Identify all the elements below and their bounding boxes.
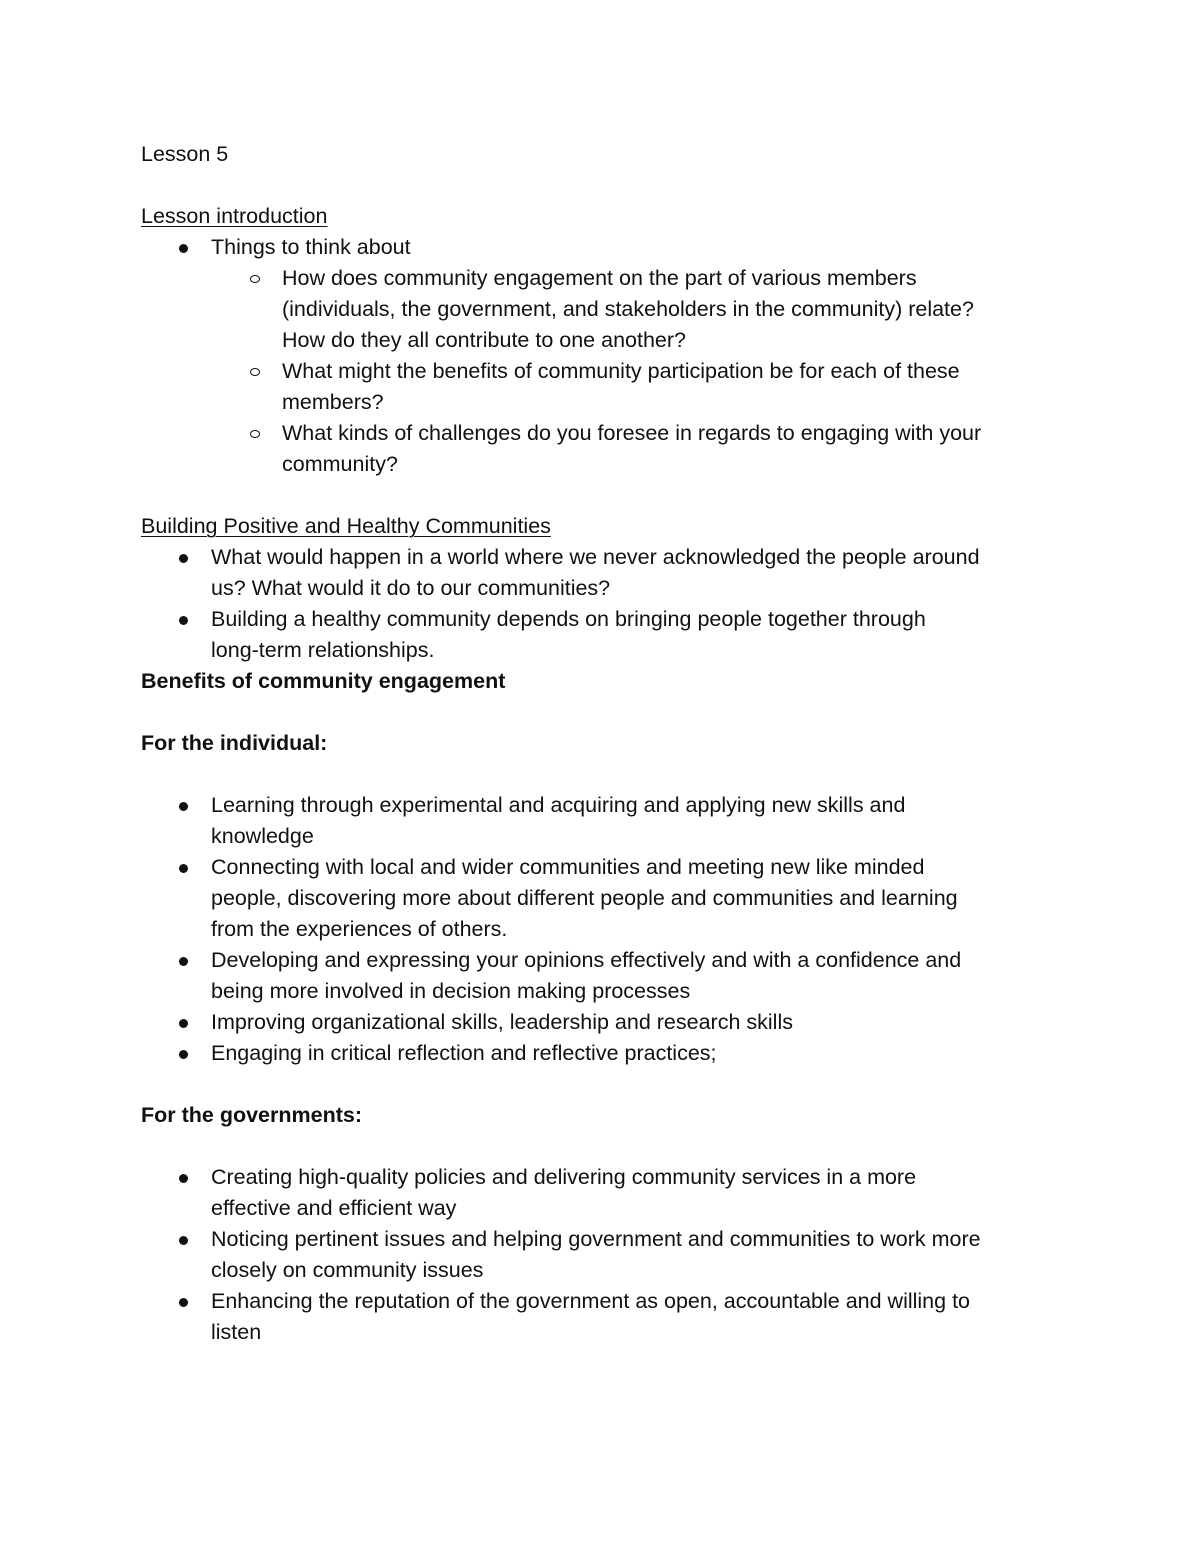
list-item-line: How does community engagement on the part of various members xyxy=(282,266,917,290)
spacer xyxy=(141,1131,1071,1162)
list-item-line: being more involved in decision making processes xyxy=(211,979,691,1003)
list-item xyxy=(141,356,1071,418)
list-item-line: What kinds of challenges do you foresee in regards to engaging with your xyxy=(282,421,982,445)
bullet-icon xyxy=(179,864,188,873)
bullet-icon xyxy=(179,957,188,966)
list-item xyxy=(141,418,1071,480)
list-item-text xyxy=(211,542,1071,604)
section-heading-benefits: Benefits of community engagement xyxy=(141,669,506,693)
spacer xyxy=(141,480,1071,511)
section-heading-individual: For the individual: xyxy=(141,731,328,755)
list-item-line: How do they all contribute to one another? xyxy=(282,328,686,352)
list-item xyxy=(141,263,1071,356)
section-heading-building: Building Positive and Healthy Communities xyxy=(141,514,551,538)
hollow-bullet-icon xyxy=(250,430,260,438)
hollow-bullet-icon xyxy=(250,368,260,376)
bullet-icon xyxy=(179,1019,188,1028)
list-item-text xyxy=(211,1038,1071,1069)
list-item xyxy=(141,232,1071,480)
list-item-text xyxy=(211,1007,1071,1038)
bullet-icon xyxy=(179,1050,188,1059)
document-title: Lesson 5 xyxy=(141,142,229,166)
list-item-line: us? What would it do to our communities? xyxy=(211,576,611,600)
list-item-line: What might the benefits of community participation be for each of these xyxy=(282,359,960,383)
list-item-text: Things to think about xyxy=(211,235,411,259)
list-item-line: members? xyxy=(282,390,384,414)
list-item-line: Noticing pertinent issues and helping government and communities to work more xyxy=(211,1227,981,1251)
list-item-line: knowledge xyxy=(211,824,314,848)
list-item xyxy=(141,1224,1071,1286)
list-item xyxy=(141,945,1071,1007)
list-item-line: Building a healthy community depends on bringing people together through xyxy=(211,607,926,631)
list-item-text xyxy=(211,790,1071,852)
list-item-text xyxy=(282,356,1071,418)
list-item-line: Connecting with local and wider communities and meeting new like minded xyxy=(211,855,925,879)
list-item-line: from the experiences of others. xyxy=(211,917,508,941)
bullet-icon xyxy=(179,802,188,811)
list-item-line: long-term relationships. xyxy=(211,638,435,662)
list-item-text xyxy=(211,852,1071,945)
list-item-line: Learning through experimental and acquiring and applying new skills and xyxy=(211,793,906,817)
list-item-text xyxy=(211,1162,1071,1224)
list-item xyxy=(141,604,1071,666)
bullet-icon xyxy=(179,244,188,253)
list-item-line: Developing and expressing your opinions effectively and with a confidence and xyxy=(211,948,962,972)
list-item xyxy=(141,1286,1071,1348)
building-list xyxy=(141,542,1071,666)
section-heading-intro: Lesson introduction xyxy=(141,204,328,228)
list-item-text xyxy=(211,1224,1071,1286)
list-item-line: closely on community issues xyxy=(211,1258,484,1282)
intro-sub-list xyxy=(211,263,1071,480)
list-item-line: Enhancing the reputation of the government as open, accountable and willing to xyxy=(211,1289,970,1313)
list-item-line: (individuals, the government, and stakeholders in the community) relate? xyxy=(282,297,974,321)
list-item-line: people, discovering more about different people and communities and learning xyxy=(211,886,958,910)
list-item-text xyxy=(211,1286,1071,1348)
list-item xyxy=(141,1007,1071,1038)
list-item xyxy=(141,790,1071,852)
list-item xyxy=(141,852,1071,945)
spacer xyxy=(141,759,1071,790)
bullet-icon xyxy=(179,554,188,563)
hollow-bullet-icon xyxy=(250,275,260,283)
spacer xyxy=(141,697,1071,728)
list-item-line: Engaging in critical reflection and reflective practices; xyxy=(211,1041,717,1065)
list-item-line: What would happen in a world where we never acknowledged the people around xyxy=(211,545,980,569)
bullet-icon xyxy=(179,1298,188,1307)
list-item-text xyxy=(211,945,1071,1007)
list-item-line: effective and efficient way xyxy=(211,1196,457,1220)
section-heading-governments: For the governments: xyxy=(141,1103,362,1127)
bullet-icon xyxy=(179,1236,188,1245)
list-item-line: community? xyxy=(282,452,398,476)
list-item-text xyxy=(282,263,1071,356)
list-item xyxy=(141,1162,1071,1224)
list-item-text xyxy=(282,418,1071,480)
list-item-line: Improving organizational skills, leadership and research skills xyxy=(211,1010,793,1034)
intro-list xyxy=(141,232,1071,480)
spacer xyxy=(141,1069,1071,1100)
bullet-icon xyxy=(179,616,188,625)
list-item-line: listen xyxy=(211,1320,262,1344)
list-item-text xyxy=(211,604,1071,666)
bullet-icon xyxy=(179,1174,188,1183)
list-item xyxy=(141,542,1071,604)
list-item xyxy=(141,1038,1071,1069)
spacer xyxy=(141,170,1071,201)
individual-list xyxy=(141,790,1071,1069)
document-page xyxy=(141,139,1071,1348)
governments-list xyxy=(141,1162,1071,1348)
list-item-line: Creating high-quality policies and delivering community services in a more xyxy=(211,1165,917,1189)
